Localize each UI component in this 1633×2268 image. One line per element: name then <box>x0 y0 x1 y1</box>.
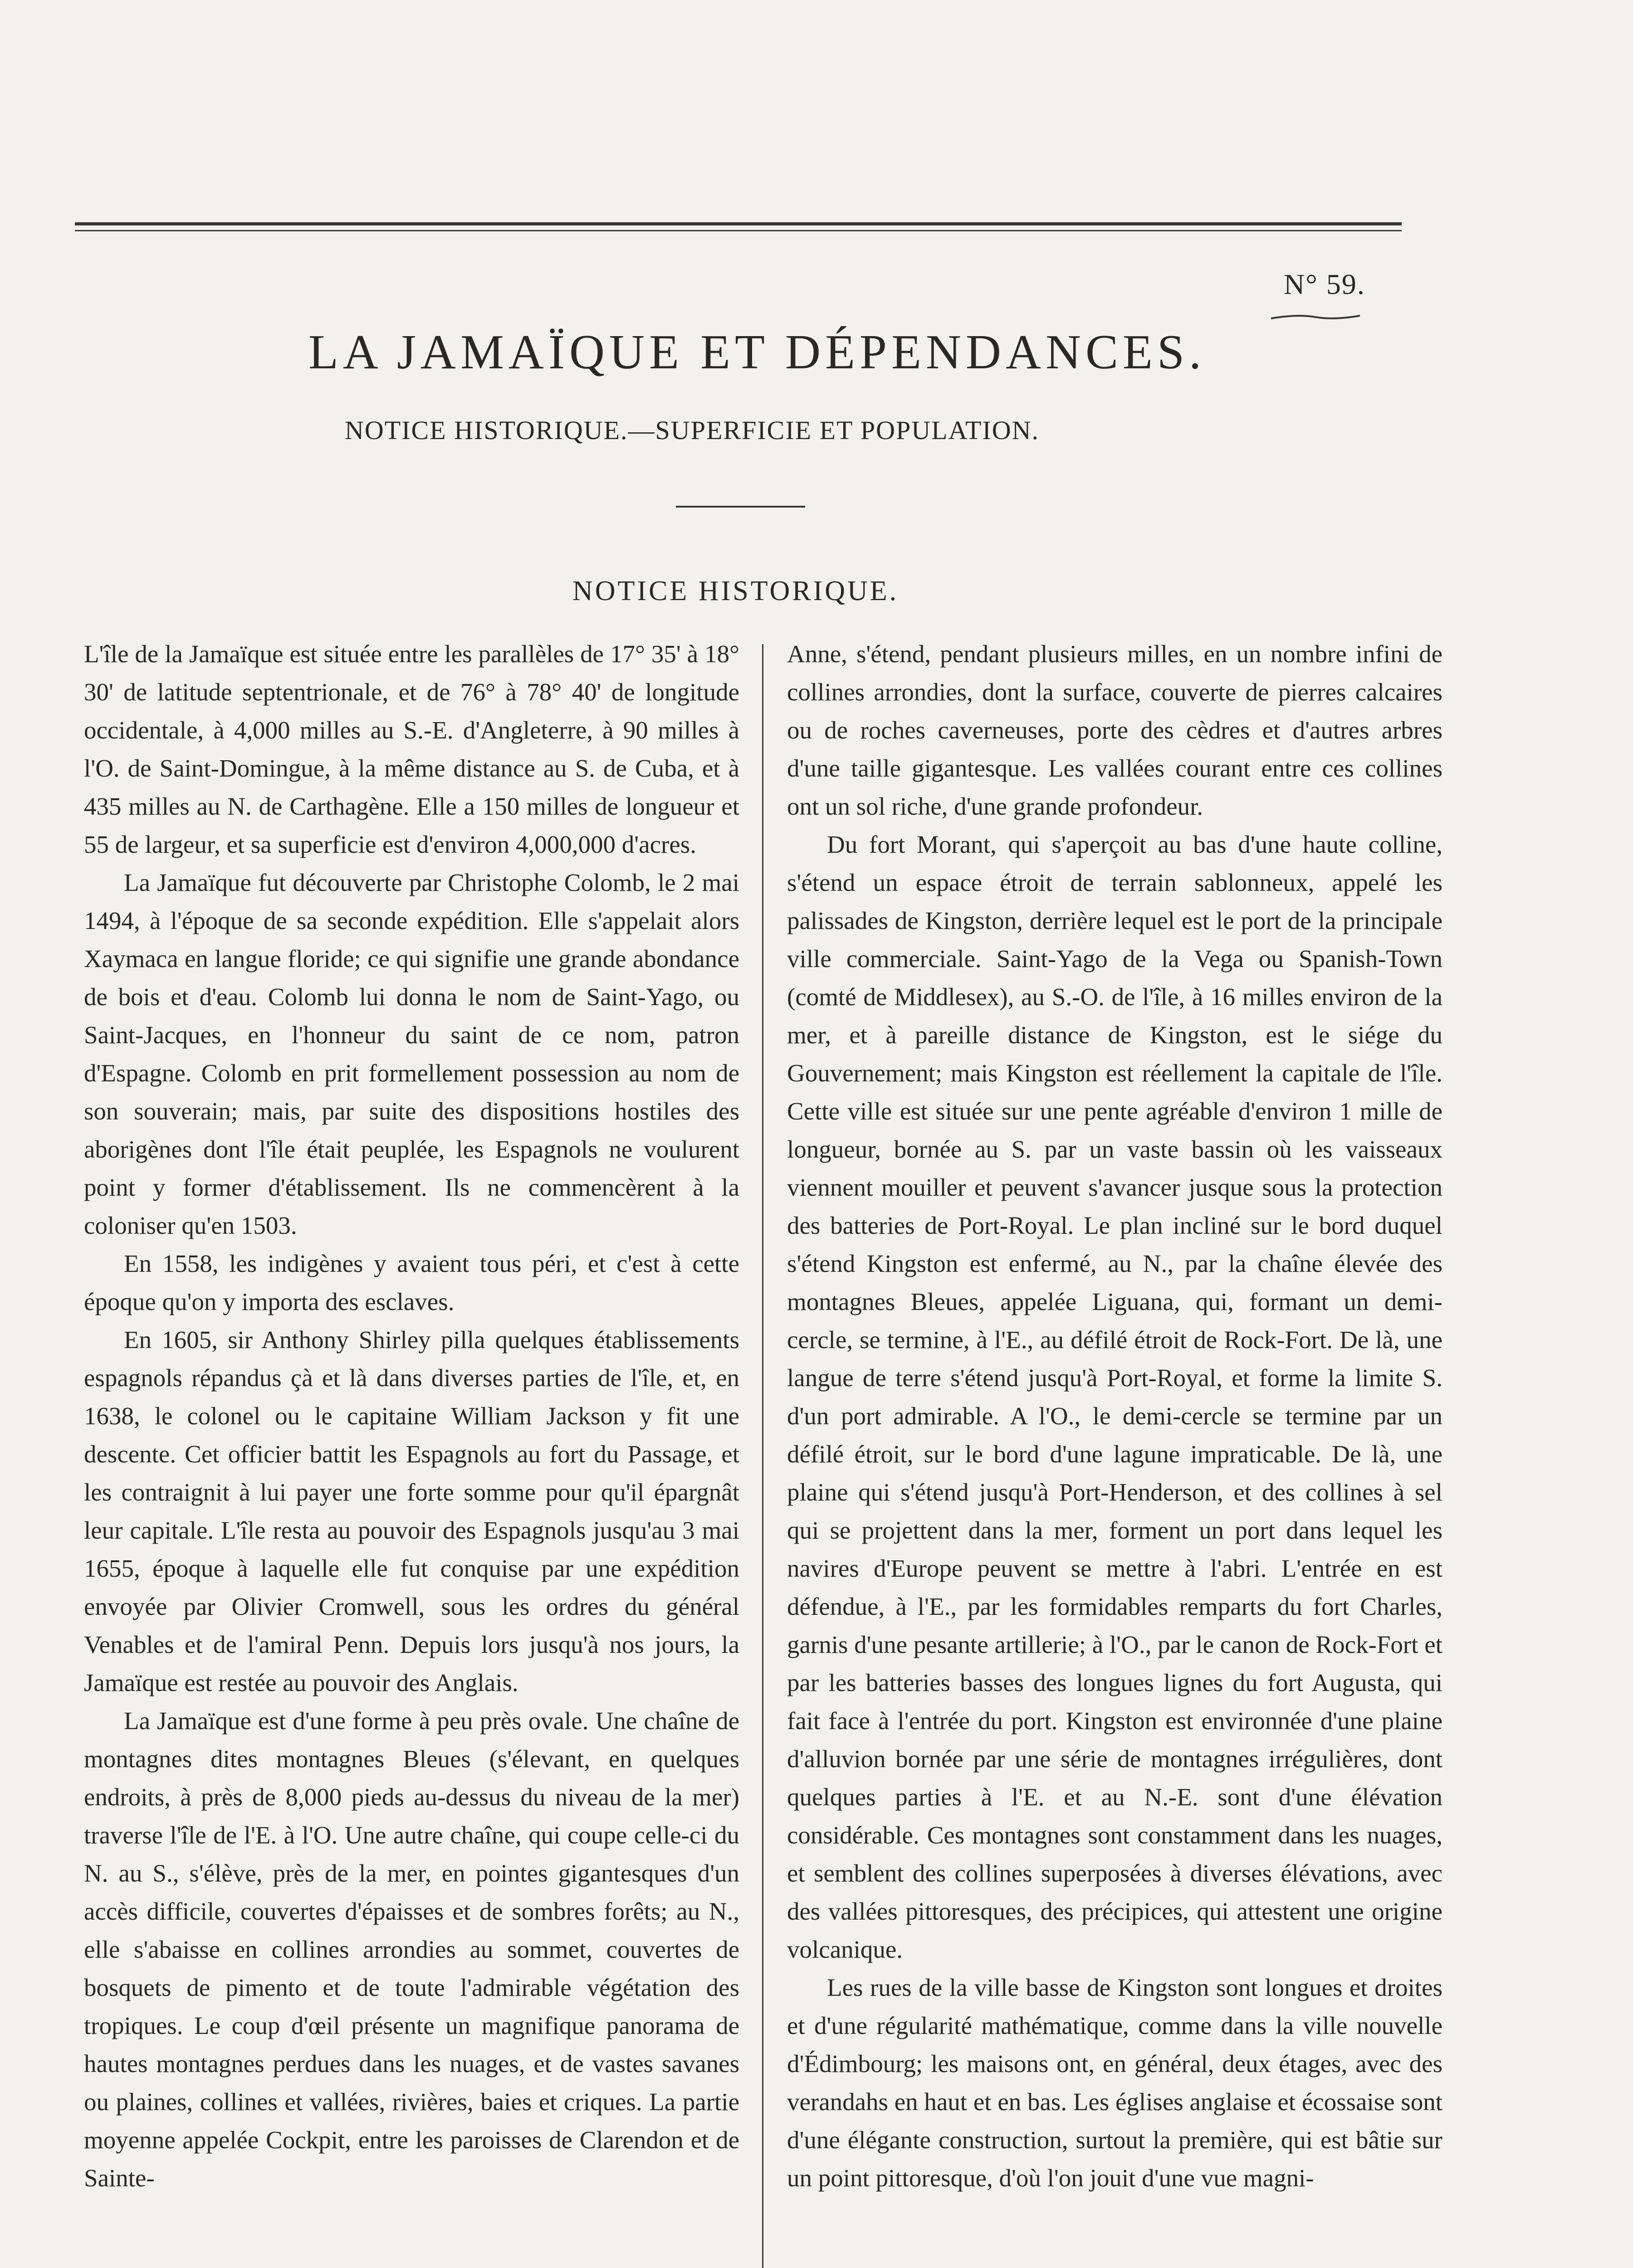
column-divider <box>762 644 763 2268</box>
page-title: LA JAMAÏQUE ET DÉPENDANCES. <box>308 325 1206 379</box>
header-rule-thick <box>75 222 1402 225</box>
paragraph: Anne, s'étend, pendant plusieurs milles, en un nombre infini de collines arrondies, dont la surface, couverte de pierres calcaires ou de roches caverneuses, porte des cèdres et d'autres arbres d'une taille gigantesque. Les vallées courant entre ces collines ont un sol riche, d'une grande profondeur. <box>787 640 1442 820</box>
paragraph: Les rues de la ville basse de Kingston sont longues et droites et d'une régularité mathématique, comme dans la ville nouvelle d'Édimbourg; les maisons ont, en général, deux étages, avec des verandahs en haut et en bas. Les églises anglaise et écossaise sont d'une élégante construction, surtout la première, qui est bâtie sur un point pittoresque, d'où l'on jouit d'une vue magni- <box>787 1974 1442 2192</box>
page-subtitle: NOTICE HISTORIQUE.—SUPERFICIE ET POPULATION. <box>345 415 1040 445</box>
header-rule-thin <box>75 230 1402 231</box>
paragraph: Du fort Morant, qui s'aperçoit au bas d'une haute colline, s'étend un espace étroit de terrain sablonneux, appelé les palissades de Kingston, derrière lequel est le port de la principale ville commerciale. Saint-Yago de la Vega ou Spanish-Town (comté de Middlesex), au S.-O. de l'île, à 16 milles environ de la mer, et à pareille distance de Kingston, est le siége du Gouvernement; mais Kingston est réellement la capitale de l'île. Cette ville est située sur une pente agréable d'environ 1 mille de longueur, bornée au S. par un vaste bassin où les vaisseaux viennent mouiller et peuvent s'avancer jusque sous la protection des batteries de Port-Royal. Le plan incliné sur le bord duquel s'étend Kingston est enfermé, au N., par la chaîne élevée des montagnes Bleues, appelée Liguana, qui, formant un demi-cercle, se termine, à l'E., au défilé étroit de Rock-Fort. De là, une langue de terre s'étend jusqu'à Port-Royal, et forme la limite S. d'un port admirable. A l'O., le demi-cercle se termine par un défilé étroit, sur le bord d'une lagune impraticable. De là, une plaine qui s'étend jusqu'à Port-Henderson, et des collines à sel qui se projettent dans la mer, forment un port dans lequel les navires d'Europe peuvent se mettre à l'abri. L'entrée en est défendue, à l'E., par les formidables remparts du fort Charles, garnis d'une pesante artillerie; à l'O., par le canon de Rock-Fort et par les batteries basses des longues lignes du fort Augusta, qui fait face à l'entrée du port. Kingston est environnée d'une plaine d'alluvion bornée par une série de montagnes irrégulières, dont quelques parties à l'E. et au N.-E. sont d'une élévation considérable. Ces montagnes sont constamment dans les nuages, et semblent des collines superposées à diverses élévations, avec des vallées pittoresques, des précipices, qui attestent une origine volcanique. <box>787 831 1442 1963</box>
swash-ornament-icon <box>1270 313 1361 321</box>
paragraph: La Jamaïque fut découverte par Christophe Colomb, le 2 mai 1494, à l'époque de sa seconde expédition. Elle s'appelait alors Xaymaca en langue floride; ce qui signifie une grande abondance de bois et d'eau. Colomb lui donna le nom de Saint-Yago, ou Saint-Jacques, en l'honneur du saint de ce nom, patron d'Espagne. Colomb en prit formellement possession au nom de son souverain; mais, par suite des dispositions hostiles des aborigènes dont l'île était peuplée, les Espagnols ne voulurent point y former d'établissement. Ils ne commencèrent à la coloniser qu'en 1503. <box>84 869 739 1239</box>
left-column <box>84 635 739 2197</box>
paragraph: La Jamaïque est d'une forme à peu près ovale. Une chaîne de montagnes dites montagnes Bleues (s'élevant, en quelques endroits, à près de 8,000 pieds au-dessus du niveau de la mer) traverse l'île de l'E. à l'O. Une autre chaîne, qui coupe celle-ci du N. au S., s'élève, près de la mer, en pointes gigantesques d'un accès difficile, couvertes d'épaisses et de sombres forêts; au N., elle s'abaisse en collines arrondies au sommet, couvertes de bosquets de pimento et de toute l'admirable végétation des tropiques. Le coup d'œil présente un magnifique panorama de hautes montagnes perdues dans les nuages, et de vastes savanes ou plaines, collines et vallées, rivières, baies et criques. La partie moyenne appelée Cockpit, entre les paroisses de Clarendon et de Sainte- <box>84 1707 739 2192</box>
paragraph: L'île de la Jamaïque est située entre les parallèles de 17° 35' à 18° 30' de latitude septentrionale, et de 76° à 78° 40' de longitude occidentale, à 4,000 milles au S.-E. d'Angleterre, à 90 milles à l'O. de Saint-Domingue, à la même distance au S. de Cuba, et à 435 milles au N. de Carthagène. Elle a 150 milles de longueur et 55 de largeur, et sa superficie est d'environ 4,000,000 d'acres. <box>84 640 739 858</box>
section-heading: NOTICE HISTORIQUE. <box>572 576 899 606</box>
paragraph: En 1605, sir Anthony Shirley pilla quelques établissements espagnols répandus çà et là dans diverses parties de l'île, et, en 1638, le colonel ou le capitaine William Jackson y fit une descente. Cet officier battit les Espagnols au fort du Passage, et les contraignit à lui payer une forte somme pour qu'il épargnât leur capitale. L'île resta au pouvoir des Espagnols jusqu'au 3 mai 1655, époque à laquelle elle fut conquise par une expédition envoyée par Olivier Cromwell, sous les ordres du général Venables et de l'amiral Penn. Depuis lors jusqu'à nos jours, la Jamaïque est restée au pouvoir des Anglais. <box>84 1326 739 1696</box>
right-column <box>787 635 1442 2197</box>
paragraph: En 1558, les indigènes y avaient tous péri, et c'est à cette époque qu'on y importa des esclaves. <box>84 1250 739 1315</box>
title-divider <box>676 506 805 508</box>
notice-number: N° 59. <box>1284 268 1365 300</box>
